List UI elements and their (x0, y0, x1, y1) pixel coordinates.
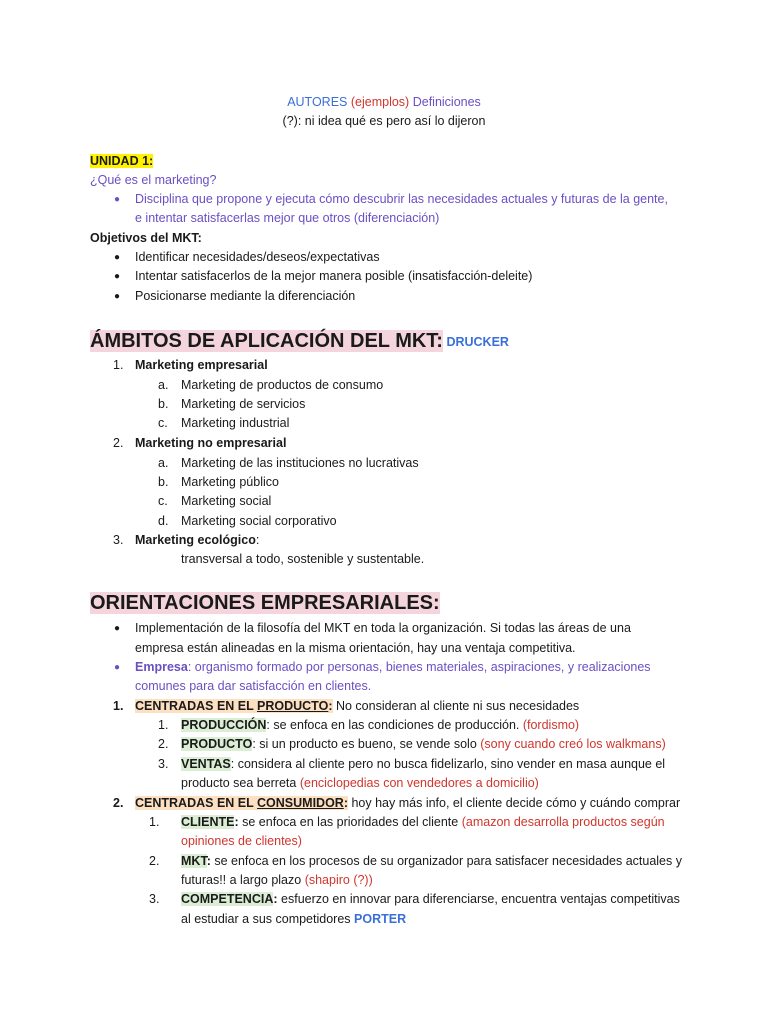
list-number: 2. (113, 436, 124, 450)
bullet-icon: ● (114, 271, 121, 282)
list-letter: c. (158, 416, 168, 430)
legend-note: (?): ni idea qué es pero así lo dijeron (282, 114, 486, 128)
orientacion-mkt-line2: futuras!! a largo plazo (shapiro (?)) (181, 873, 373, 887)
orientaciones-bullet1-line1: Implementación de la filosofía del MKT en toda la organización. Si todas las áreas de una (135, 621, 631, 635)
orientaciones-bullet1-line2: empresa están alineadas en la misma orientación, hay una ventaja competitiva. (135, 641, 576, 655)
objectives-title: Objetivos del MKT: (90, 231, 202, 245)
list-number: 1. (113, 358, 124, 372)
objective-item: Identificar necesidades/deseos/expectativas (135, 250, 380, 264)
ambito-subitem: Marketing de servicios (181, 397, 306, 411)
objective-item: Intentar satisfacerlos de la mejor manera posible (insatisfacción-deleite) (135, 269, 533, 283)
ambito-subitem: Marketing social (181, 494, 272, 508)
orientacion-ventas: VENTAS: considera al cliente pero no busca fidelizarlo, sino vender en masa aunque el (181, 757, 666, 771)
legend-title (0, 94, 768, 110)
legend-autores: AUTORES (287, 95, 348, 109)
ambito-subitem: Marketing de productos de consumo (181, 378, 384, 392)
legend-ejemplos: (ejemplos) (350, 95, 410, 109)
bullet-icon: ● (114, 194, 121, 205)
list-number: 1. (158, 718, 169, 732)
centradas-consumidor: CENTRADAS EN EL CONSUMIDOR: hoy hay más info, el cliente decide cómo y cuándo comprar (135, 796, 681, 810)
orientacion-ventas-line2: producto sea berreta (enciclopedias con vendedores a domicilio) (181, 776, 539, 790)
ambito-subitem: Marketing social corporativo (181, 514, 337, 528)
orientacion-cliente-line2: opiniones de clientes) (181, 834, 302, 848)
centradas-producto: CENTRADAS EN EL PRODUCTO: No consideran al cliente ni sus necesidades (135, 699, 580, 713)
marketing-definition-line2: e intentar satisfacerlas mejor que otros (diferenciación) (135, 211, 440, 225)
ambito-subitem: Marketing de las instituciones no lucrativas (181, 456, 419, 470)
competencia-author: PORTER (354, 912, 407, 926)
orientacion-producto: PRODUCTO: si un producto es bueno, se vende solo (sony cuando creó los walkmans) (181, 737, 666, 751)
bullet-icon: ● (114, 662, 121, 673)
list-number: 2. (158, 737, 169, 751)
list-number: 3. (158, 757, 169, 771)
legend-definiciones: Definiciones (412, 95, 481, 109)
ambitos-title: ÁMBITOS DE APLICACIÓN DEL MKT: (90, 330, 443, 352)
marketing-definition-line1: Disciplina que propone y ejecuta cómo descubrir las necesidades actuales y futuras de la gente, (135, 192, 668, 206)
ambitos-author: DRUCKER (446, 335, 509, 349)
bullet-icon: ● (114, 252, 121, 263)
orientacion-competencia-line2: al estudiar a sus competidores PORTER (181, 912, 407, 926)
list-letter: b. (158, 475, 169, 489)
objective-item: Posicionarse mediante la diferenciación (135, 289, 356, 303)
list-number: 2. (149, 854, 160, 868)
ambito-no-empresarial: Marketing no empresarial (135, 436, 287, 450)
bullet-icon: ● (114, 623, 121, 634)
ambito-empresarial: Marketing empresarial (135, 358, 268, 372)
list-number: 3. (149, 892, 160, 906)
list-letter: c. (158, 494, 168, 508)
ambito-ecologico: Marketing ecológico: (135, 533, 260, 547)
unit-title: UNIDAD 1: (90, 154, 154, 168)
empresa-definition-line2: comunes para dar satisfacción en clientes. (135, 679, 372, 693)
orientacion-cliente: CLIENTE: se enfoca en las prioridades del cliente (amazon desarrolla productos según (181, 815, 665, 829)
list-number: 3. (113, 533, 124, 547)
list-letter: d. (158, 514, 169, 528)
list-number: 1. (149, 815, 160, 829)
ambitos-heading (90, 328, 509, 356)
ambito-subitem: Marketing industrial (181, 416, 290, 430)
orientaciones-heading (90, 590, 440, 618)
list-letter: b. (158, 397, 169, 411)
list-number: 1. (113, 699, 124, 713)
empresa-definition-line1: Empresa: organismo formado por personas, bienes materiales, aspiraciones, y realizaciones (135, 660, 651, 674)
list-letter: a. (158, 456, 169, 470)
list-letter: a. (158, 378, 169, 392)
orientacion-competencia: COMPETENCIA: esfuerzo en innovar para diferenciarse, encuentra ventajas competitivas (181, 892, 680, 906)
marketing-question: ¿Qué es el marketing? (90, 173, 217, 187)
orientacion-produccion: PRODUCCIÓN: se enfoca en las condiciones de producción. (fordismo) (181, 718, 580, 732)
bullet-icon: ● (114, 291, 121, 302)
list-number: 2. (113, 796, 124, 810)
orientacion-mkt: MKT: se enfoca en los procesos de su organizador para satisfacer necesidades actuales y (181, 854, 682, 868)
ambito-ecologico-desc: transversal a todo, sostenible y sustentable. (181, 552, 425, 566)
ambito-subitem: Marketing público (181, 475, 279, 489)
orientaciones-title: ORIENTACIONES EMPRESARIALES: (90, 592, 440, 614)
